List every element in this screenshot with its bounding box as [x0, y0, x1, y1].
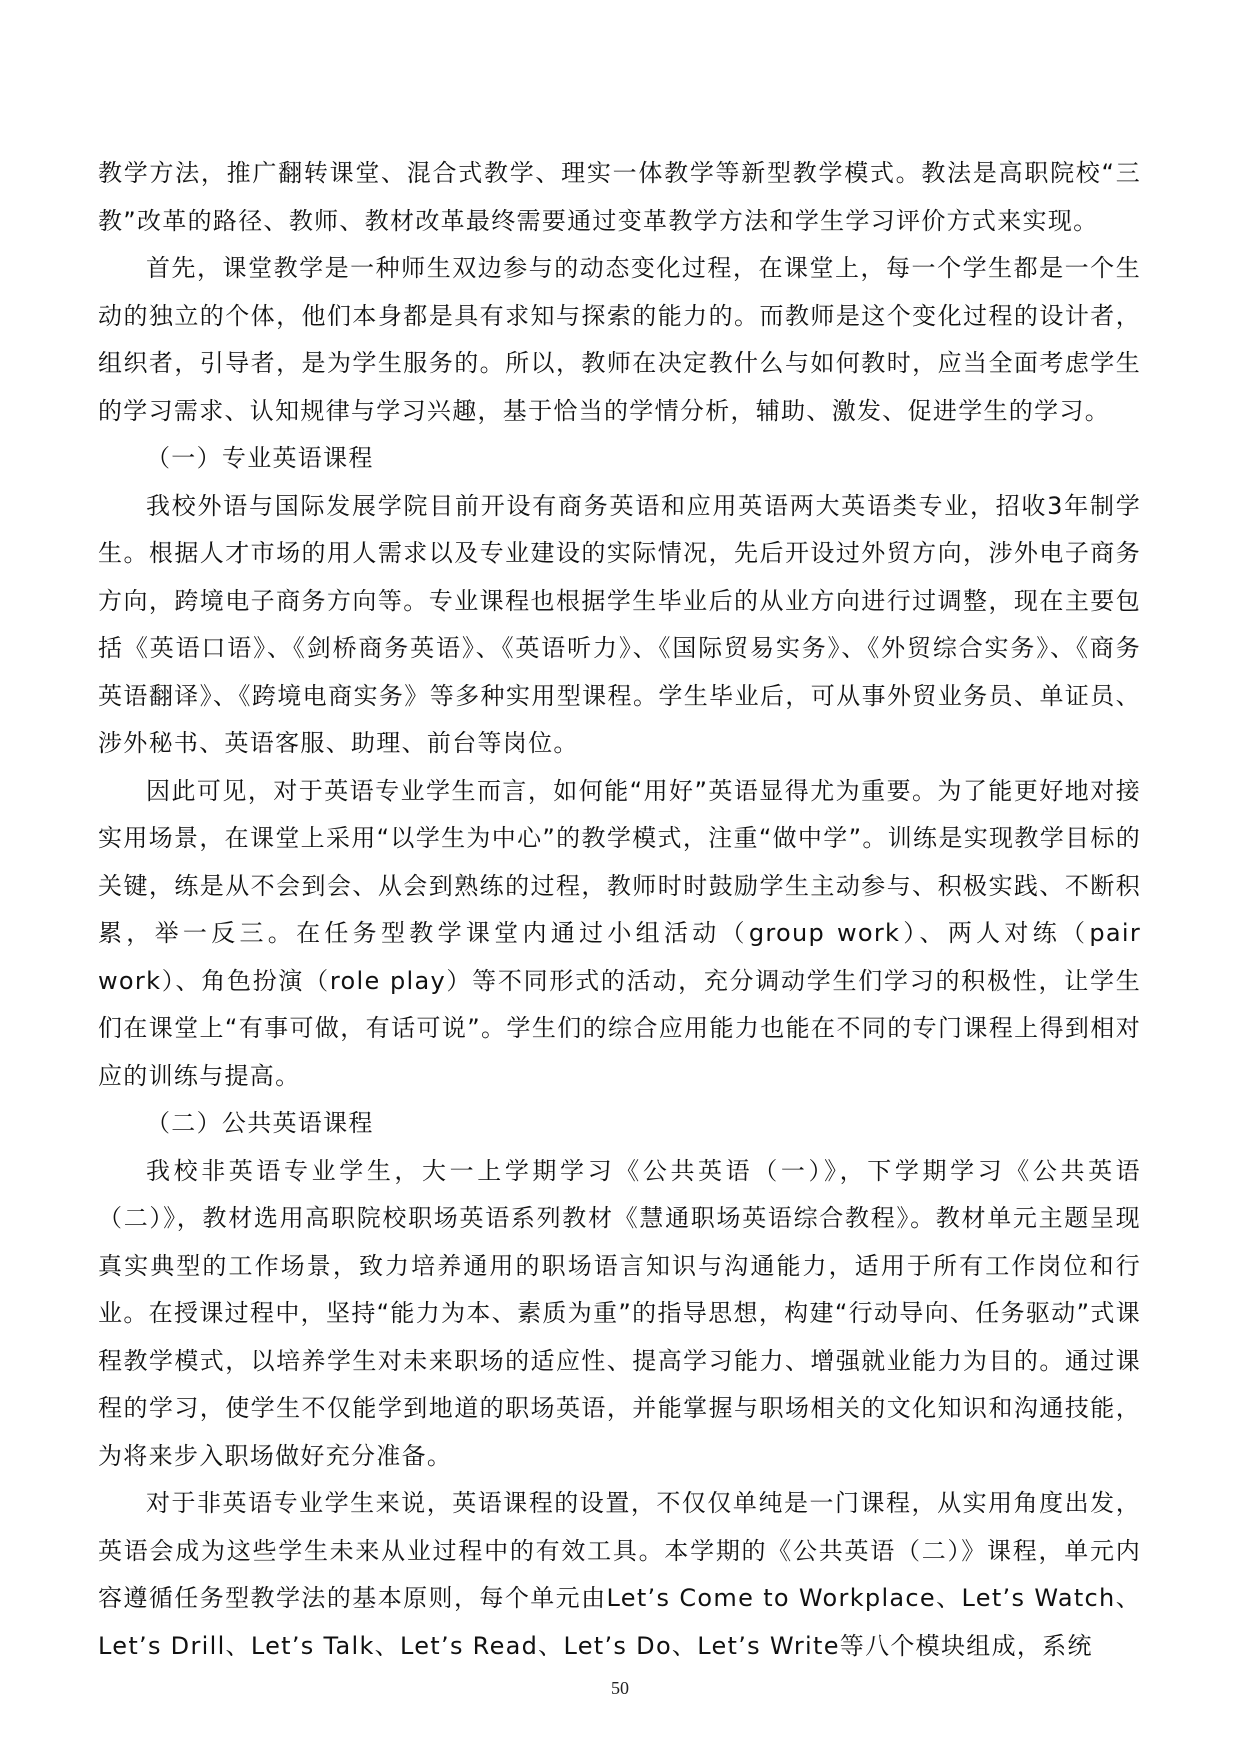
section-heading: （二）公共英语课程 — [146, 1109, 374, 1137]
document-page — [98, 150, 1141, 1670]
body-paragraph: 我校外语与国际发展学院目前开设有商务英语和应用英语两大英语类专业，招收3年制学生。根据人才市场的用人需求以及专业建设的实际情况，先后开设过外贸方向，涉外电子商务方向，跨境电子商务方向等。专业课程也根据学生毕业后的从业方向进行过调整，现在主要包括《英语口语》、《剑桥商务英语》、《英语听力》、《国际贸易实务》、《外贸综合实务》、《商务英语翻译》、《跨境电商实务》等多种实用型课程。学生毕业后，可从事外贸业务员、单证员、涉外秘书、英语客服、助理、前台等岗位。 — [98, 491, 1141, 757]
section-heading: （一）专业英语课程 — [146, 444, 374, 472]
body-paragraph: 我校非英语专业学生，大一上学期学习《公共英语（一）》，下学期学习《公共英语（二）》，教材选用高职院校职场英语系列教材《慧通职场英语综合教程》。教材单元主题呈现真实典型的工作场景，致力培养通用的职场语言知识与沟通能力，适用于所有工作岗位和行业。在授课过程中，坚持“能力为本、素质为重”的指导思想，构建“行动导向、任务驱动”式课程教学模式，以培养学生对未来职场的适应性、提高学习能力、增强就业能力为目的。通过课程的学习，使学生不仅能学到地道的职场英语，并能掌握与职场相关的文化知识和沟通技能，为将来步入职场做好充分准备。 — [98, 1156, 1141, 1470]
body-paragraph: 首先，课堂教学是一种师生双边参与的动态变化过程，在课堂上，每一个学生都是一个生动的独立的个体，他们本身都是具有求知与探索的能力的。而教师是这个变化过程的设计者，组织者，引导者，是为学生服务的。所以，教师在决定教什么与如何教时，应当全面考虑学生的学习需求、认知规律与学习兴趣，基于恰当的学情分析，辅助、激发、促进学生的学习。 — [98, 254, 1141, 425]
body-paragraph: 因此可见，对于英语专业学生而言，如何能“用好”英语显得尤为重要。为了能更好地对接实用场景，在课堂上采用“以学生为中心”的教学模式，注重“做中学”。训练是实现教学目标的关键，练是从不会到会、从会到熟练的过程，教师时时鼓励学生主动参与、积极实践、不断积累，举一反三。在任务型教学课堂内通过小组活动（group work）、两人对练（pair work）、角色扮演（role play）等不同形式的活动，充分调动学生们学习的积极性，让学生们在课堂上“有事可做，有话可说”。学生们的综合应用能力也能在不同的专门课程上得到相对应的训练与提高。 — [98, 776, 1141, 1090]
body-paragraph: 对于非英语专业学生来说，英语课程的设置，不仅仅单纯是一门课程，从实用角度出发，英语会成为这些学生未来从业过程中的有效工具。本学期的《公共英语（二）》课程，单元内容遵循任务型教学法的基本原则，每个单元由Let’s Come to Workplace、Let’s Watch、Let’s Drill、Let’s Talk、Let’s Read、Let’s Do、Let’s Write等八个模块组成，系统 — [98, 1489, 1141, 1660]
page-number: 50 — [611, 1678, 629, 1698]
body-paragraph: 教学方法，推广翻转课堂、混合式教学、理实一体教学等新型教学模式。教法是高职院校“三教”改革的路径、教师、教材改革最终需要通过变革教学方法和学生学习评价方式来实现。 — [98, 159, 1141, 235]
